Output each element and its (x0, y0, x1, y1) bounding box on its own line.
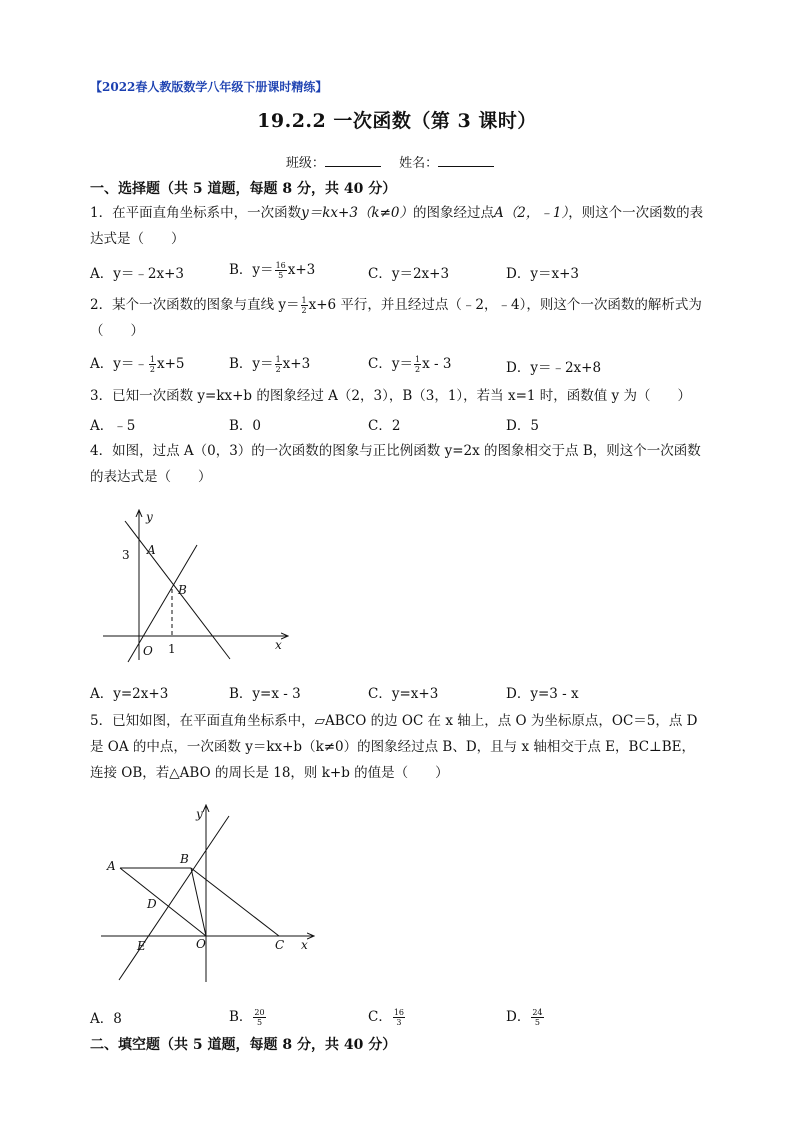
q1-option-d[interactable]: D．y＝x+3 (506, 266, 579, 282)
y-axis-label: y (146, 510, 153, 524)
q5-option-c[interactable] (368, 1005, 406, 1027)
q2-option-a-suffix: x+5 (156, 356, 185, 372)
x-axis-label: x (275, 638, 282, 652)
question-1 (90, 200, 708, 252)
q2-option-b-prefix: B．y＝ (229, 356, 274, 372)
q2-stem-end: x+6 平行，并且经过点（﹣2，﹣4），则这个一次函数的解析式为（ ） (90, 297, 702, 339)
point-d-label: D (147, 897, 157, 911)
q3-options (90, 414, 708, 434)
fraction-denominator: 2 (149, 365, 155, 374)
fraction-denominator: 5 (534, 1018, 540, 1027)
q5-option-b-prefix: B． (229, 1009, 253, 1025)
fraction-denominator: 2 (301, 306, 307, 315)
section-title-fill: 二、填空题（共 5 道题，每题 8 分，共 40 分） (90, 1037, 397, 1053)
q5-options (90, 1005, 708, 1025)
q4-figure (95, 505, 295, 665)
question-5: 5．已知如图，在平面直角坐标系中，▱ABCO 的边 OC 在 x 轴上，点 O 为坐标原点，OC＝5，点 D 是 OA 的中点，一次函数 y＝kx+b（k≠0）的图象经过点 B、D，且与 x 轴相交于点 E，BC⊥BE，连接 OB，若△ABO 的周长是 18，则 k+b 的值是（ ） (90, 713, 698, 781)
class-label: 班级： (285, 156, 325, 171)
point-a-label: A (147, 543, 156, 557)
q1-expression: y＝kx+3（k≠0） (301, 205, 413, 221)
q2-option-c-fraction (414, 355, 421, 374)
fraction-numerator: 1 (414, 355, 421, 364)
q5-option-a[interactable]: A．8 (90, 1011, 122, 1027)
q2-option-a[interactable] (90, 352, 185, 374)
q1-point: A（2，﹣1） (494, 205, 569, 221)
page-title: 19.2.2 一次函数（第 3 课时） (257, 110, 537, 132)
fraction-numerator: 1 (301, 296, 307, 305)
q2-fraction (301, 296, 308, 315)
q2-option-c[interactable] (368, 352, 451, 374)
q5-option-d[interactable] (506, 1005, 545, 1027)
q1-option-b-fraction (275, 261, 287, 280)
question-4: 4．如图，过点 A（0，3）的一次函数的图象与正比例函数 y=2x 的图象相交于点 B，则这个一次函数的表达式是（ ） (90, 443, 701, 485)
q2-options (90, 356, 708, 376)
q1-option-b[interactable] (229, 258, 315, 280)
q2-option-b-fraction (275, 355, 282, 374)
q1-stem: 1．在平面直角坐标系中，一次函数 (90, 205, 302, 221)
q5-option-b[interactable] (229, 1005, 267, 1027)
student-info-line (0, 152, 794, 171)
q1-option-b-prefix: B．y＝ (229, 262, 274, 278)
point-a-label: A (107, 859, 116, 873)
x-axis-label: x (301, 938, 308, 952)
q2-option-a-prefix: A．y＝﹣ (90, 356, 148, 372)
q2-option-b-suffix: x+3 (282, 356, 311, 372)
q5-option-b-fraction (253, 1008, 265, 1027)
q1-option-a[interactable]: A．y＝﹣2x+3 (90, 266, 184, 282)
q4-option-c[interactable]: C．y=x+3 (368, 686, 439, 702)
point-c-label: C (275, 938, 285, 952)
q5-option-c-fraction (393, 1008, 405, 1027)
series-tag: 【2022春人教版数学八年级下册课时精练】 (90, 80, 328, 94)
q1-stem-mid: 的图象经过点 (413, 205, 494, 221)
q1-option-b-suffix: x+3 (287, 262, 316, 278)
point-b-label: B (180, 852, 189, 866)
q5-option-d-prefix: D． (506, 1009, 531, 1025)
fraction-numerator: 1 (149, 355, 155, 364)
tick-one-label: 1 (168, 642, 176, 656)
q2-option-c-prefix: C．y＝ (368, 356, 413, 372)
origin-label: O (196, 937, 206, 951)
tick-three-label: 3 (122, 548, 130, 562)
line-y-2x (128, 545, 197, 662)
question-3: 3．已知一次函数 y=kx+b 的图象经过 A（2，3），B（3，1），若当 x=1 时，函数值 y 为（ ） (90, 388, 691, 404)
line-be (119, 816, 229, 980)
q2-option-b[interactable] (229, 352, 310, 374)
q1-stem-end: ，则这个一次函数的表达式是（ ） (90, 205, 704, 247)
section-title-choice: 一、选择题（共 5 道题，每题 8 分，共 40 分） (90, 181, 397, 197)
q3-option-b[interactable]: B．0 (229, 418, 262, 434)
q4-option-d[interactable]: D．y=3 - x (506, 686, 579, 702)
class-blank (325, 154, 381, 167)
q4-option-b[interactable]: B．y=x - 3 (229, 686, 301, 702)
q2-stem: 2．某个一次函数的图象与直线 y＝ (90, 297, 300, 313)
q2-option-c-suffix: x - 3 (422, 356, 452, 372)
name-label: 姓名： (399, 156, 439, 171)
q3-option-c[interactable]: C．2 (368, 418, 401, 434)
name-blank (438, 154, 494, 167)
q3-option-a[interactable]: A．﹣5 (90, 418, 136, 434)
q1-options (90, 262, 708, 282)
q1-option-c[interactable]: C．y＝2x+3 (368, 266, 450, 282)
point-b-label: B (178, 583, 187, 597)
q5-option-d-fraction (531, 1008, 543, 1027)
fraction-numerator: 20 (254, 1008, 265, 1017)
q4-option-a[interactable]: A．y=2x+3 (90, 686, 169, 702)
y-axis-label: y (196, 807, 203, 821)
fraction-numerator: 16 (275, 261, 286, 270)
fraction-denominator: 2 (414, 365, 421, 374)
q2-option-a-fraction (149, 355, 156, 374)
q3-option-d[interactable]: D．5 (506, 418, 539, 434)
fraction-denominator: 5 (278, 271, 284, 280)
q5-option-c-prefix: C． (368, 1009, 392, 1025)
fraction-numerator: 16 (393, 1008, 405, 1017)
origin-label: O (143, 644, 153, 658)
q4-options (90, 682, 708, 702)
fraction-denominator: 3 (396, 1018, 402, 1027)
q2-option-d[interactable]: D．y＝﹣2x+8 (506, 360, 602, 376)
fraction-denominator: 5 (256, 1018, 263, 1027)
point-e-label: E (137, 939, 146, 953)
q5-figure (95, 800, 325, 985)
question-2 (90, 292, 708, 344)
fraction-numerator: 1 (275, 355, 281, 364)
fraction-denominator: 2 (275, 365, 281, 374)
fraction-numerator: 24 (532, 1008, 543, 1017)
